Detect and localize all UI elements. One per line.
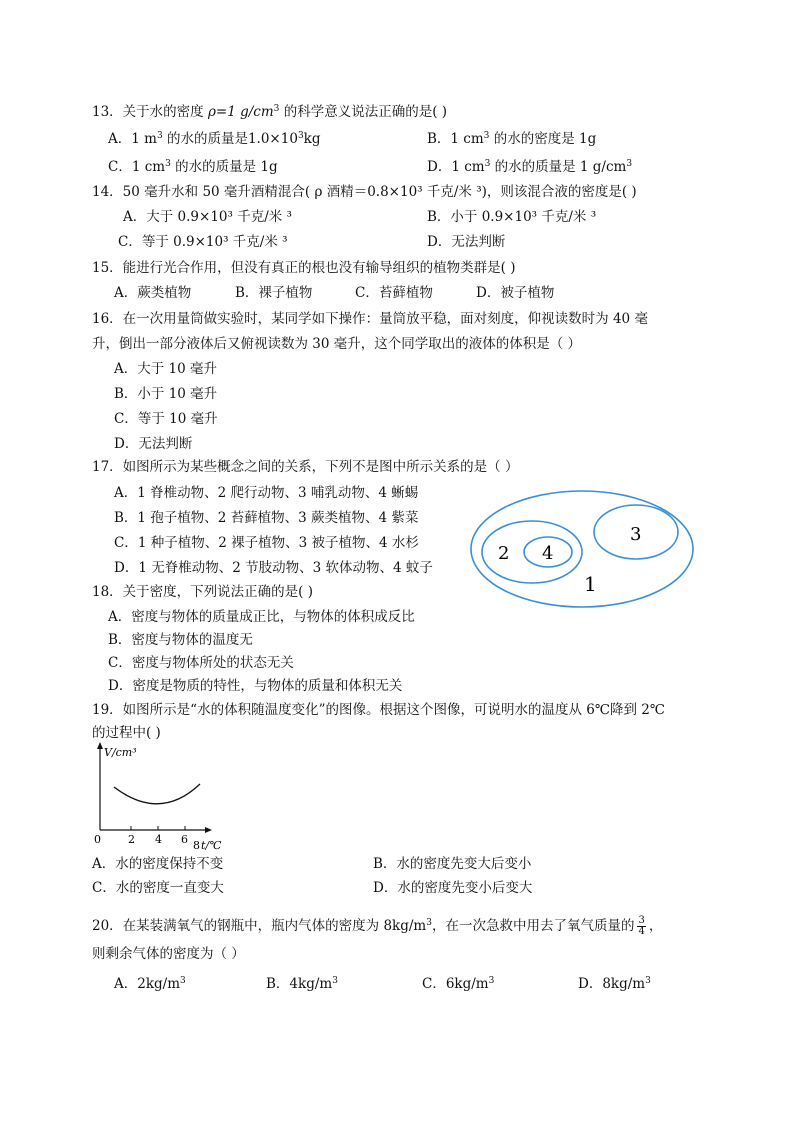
q15-option-c: C．苔藓植物 xyxy=(355,285,433,301)
graph-tick-6: 6 xyxy=(181,833,188,846)
q20-stem-line1: 20．在某装满氧气的钢瓶中，瓶内气体的密度为 $8kg/m^3$，在一次急救中用去了氧气质量的 $\frac{3}{4}$ ， xyxy=(92,915,663,937)
q14-option-a: A．大于 0.9×10³ 千克/米 ³ xyxy=(123,209,292,225)
q13-option-b: B．1 $cm^3$ 的水的密度是 1g xyxy=(427,131,597,147)
q20-option-d: D．$8kg/m^3$ xyxy=(578,976,651,992)
q17-stem: 17．如图所示为某些概念之间的关系，下列不是图中所示关系的是（ ） xyxy=(92,459,519,475)
q19-option-d: D．水的密度先变小后变大 xyxy=(373,880,533,896)
q19-option-c: C．水的密度一直变大 xyxy=(92,880,224,896)
q14-option-d: D．无法判断 xyxy=(427,234,506,250)
venn-label-2: 2 xyxy=(498,543,510,564)
q13-stem: 13．关于水的密度 ρ=1 $g/cm^3$ 的科学意义说法正确的是( ) xyxy=(92,104,448,120)
venn-label-1: 1 xyxy=(584,572,597,596)
graph-tick-0: 0 xyxy=(94,833,101,846)
q16-option-a: A．大于 10 毫升 xyxy=(114,361,218,377)
q19-stem-line1: 19．如图所示是“水的体积随温度变化”的图像。根据这个图像，可说明水的温度从 6℃降到 2℃ xyxy=(92,702,665,718)
q18-stem: 18．关于密度，下列说法正确的是( ) xyxy=(92,584,314,600)
q16-stem-line2: 升，倒出一部分液体后又俯视读数为 30 毫升，这个同学取出的液体的体积是（ ） xyxy=(92,336,582,352)
q17-option-b: B．1 孢子植物、2 苔藓植物、3 蕨类植物、4 紫菜 xyxy=(114,510,419,526)
q15-option-b: B．裸子植物 xyxy=(235,285,313,301)
q17-venn-diagram xyxy=(468,485,698,613)
graph-curve xyxy=(114,784,200,804)
graph-x-label: t/℃ xyxy=(201,839,222,850)
q16-stem-line1: 16．在一次用量筒做实验时，某同学如下操作：量筒放平稳，面对刻度，仰视读数时为 40 毫 xyxy=(92,311,648,327)
graph-tick-4: 4 xyxy=(155,833,162,846)
q18-option-c: C．密度与物体所处的状态无关 xyxy=(108,655,294,671)
graph-y-arrow xyxy=(97,742,103,749)
q19-option-b: B．水的密度先变大后变小 xyxy=(373,856,532,872)
q13-option-c: C．1 $cm^3$ 的水的质量是 1g xyxy=(108,159,278,175)
graph-tick-8: 8 xyxy=(193,839,200,850)
q19-option-a: A．水的密度保持不变 xyxy=(92,856,224,872)
graph-tick-2: 2 xyxy=(128,833,135,846)
q17-option-a: A．1 脊椎动物、2 爬行动物、3 哺乳动物、4 蜥蜴 xyxy=(114,485,419,501)
graph-x-arrow xyxy=(205,827,212,833)
q15-option-d: D．被子植物 xyxy=(476,285,555,301)
q13-option-d: D．1 $cm^3$ 的水的质量是 1 $g/cm^3$ xyxy=(427,159,633,175)
q17-option-c: C．1 种子植物、2 裸子植物、3 被子植物、4 水杉 xyxy=(114,535,419,551)
graph-y-label: V/cm³ xyxy=(104,746,137,759)
q20-option-b: B．$4kg/m^3$ xyxy=(266,976,338,992)
q20-option-a: A．$2kg/m^3$ xyxy=(114,976,186,992)
q15-stem: 15．能进行光合作用，但没有真正的根也没有输导组织的植物类群是( ) xyxy=(92,260,516,276)
q18-option-b: B．密度与物体的温度无 xyxy=(108,632,253,648)
q16-option-d: D．无法判断 xyxy=(114,436,193,452)
venn-label-3: 3 xyxy=(630,524,642,545)
fraction-three-quarters: $\frac{3}{4}$ xyxy=(638,915,645,937)
q20-option-c: C．$6kg/m^3$ xyxy=(422,976,495,992)
q13-option-a: A．1 $m^3$ 的水的质量是$1.0\times 10^3kg$ xyxy=(108,131,321,147)
q15-option-a: A．蕨类植物 xyxy=(114,285,192,301)
q14-option-c: C．等于 0.9×10³ 千克/米 ³ xyxy=(118,234,288,250)
q16-option-c: C．等于 10 毫升 xyxy=(114,411,218,427)
q19-volume-temperature-graph xyxy=(88,742,228,850)
q20-stem-line2: 则剩余气体的密度为（ ） xyxy=(92,946,245,962)
q14-option-b: B．小于 0.9×10³ 千克/米 ³ xyxy=(427,209,597,225)
q18-option-a: A．密度与物体的质量成正比，与物体的体积成反比 xyxy=(108,609,415,625)
q19-stem-line2: 的过程中( ) xyxy=(92,725,161,741)
venn-circle-2 xyxy=(482,521,582,583)
q16-option-b: B．小于 10 毫升 xyxy=(114,386,218,402)
q14-stem: 14．50 毫升水和 50 毫升酒精混合( ρ 酒精＝0.8×10³ 千克/米 ³)，则该混合液的密度是( ) xyxy=(92,184,637,200)
q18-option-d: D．密度是物质的特性，与物体的质量和体积无关 xyxy=(108,678,403,694)
venn-label-4: 4 xyxy=(542,543,554,564)
q17-option-d: D．1 无脊椎动物、2 节肢动物、3 软体动物、4 蚊子 xyxy=(114,560,433,576)
